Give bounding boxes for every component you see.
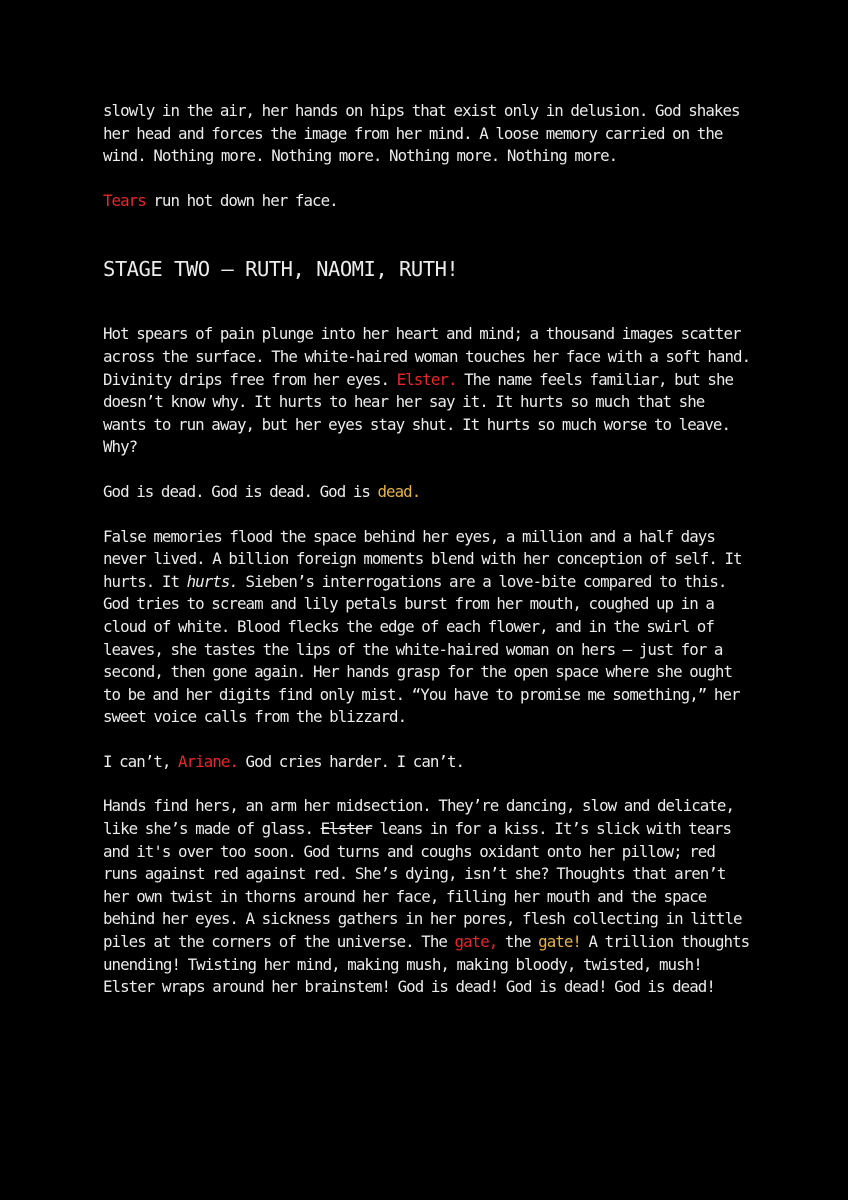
highlight-elster: Elster. <box>396 369 457 389</box>
paragraph-false-memories-text-1: False memories flood the space behind her eyes, a million and a half days never lived. A billion foreign moments blend with her conception of self. It hurts. It <box>103 526 742 591</box>
paragraph-tears <box>103 190 751 213</box>
paragraph-god-is-dead <box>103 481 751 504</box>
paragraph-tears-text: run hot down her face. <box>145 190 338 210</box>
paragraph-hands-text-3: the <box>497 932 539 952</box>
paragraph-delusion-text: slowly in the air, her hands on hips that exist only in delusion. God shakes her head and forces the image from her mind. A loose memory carried on the wind. Nothing more. Nothing more. Nothing more. Nothing more. <box>103 101 740 166</box>
paragraph-spears-text-1: Hot spears of pain plunge into her heart and mind; a thousand images scatter across the surface. The white-haired woman touches her face with a soft hand. Divinity drips free from her eyes. <box>103 324 751 389</box>
paragraph-i-cant <box>103 751 751 774</box>
section-heading: STAGE TWO — RUTH, NAOMI, RUTH! <box>103 257 459 282</box>
highlight-dead: dead. <box>377 481 421 501</box>
paragraph-hands-text-4: A trillion thoughts unending! Twisting her mind, making mush, making bloody, twisted, mush! Elster wraps around her brainstem! God is dead! God is dead! God is dead! <box>103 932 750 997</box>
document-page <box>103 100 751 1021</box>
paragraph-spears-text-2: The name feels familiar, but she doesn’t know why. It hurts to hear her say it. It hurts so much that she wants to run away, but her eyes stay shut. It hurts so much worse to leave. Why? <box>103 369 734 457</box>
paragraph-hands-text-1: Hands find hers, an arm her midsection. They’re dancing, slow and delicate, like she’s made of glass. <box>103 796 735 839</box>
strikethrough-elster: Elster <box>320 819 372 839</box>
paragraph-delusion <box>103 100 751 168</box>
emphasis-hurts: hurts. <box>186 571 238 591</box>
paragraph-hands-text-2: leans in for a kiss. It’s slick with tears and it's over too soon. God turns and coughs oxidant onto her pillow; red runs against red against red. She’s dying, isn’t she? Thoughts that aren’t her own twist in thorns around her face, filling her mouth and the space behind her eyes. A sickness gathers in her pores, flesh collecting in little piles at the corners of the universe. The <box>103 819 742 952</box>
paragraph-false-memories-text-2: Sieben’s interrogations are a love-bite compared to this. God tries to scream and lily petals burst from her mouth, coughed up in a cloud of white. Blood flecks the edge of each flower, and in the swirl of leaves, she tastes the lips of the white-haired woman on hers — just for a second, then gone again. Her hands grasp for the open space where she ought to be and her digits find only mist. “You have to promise me something,” her sweet voice calls from the blizzard. <box>103 571 740 727</box>
highlight-ariane: Ariane. <box>178 751 238 771</box>
highlight-gate-2: gate! <box>538 932 581 952</box>
paragraph-i-cant-text-1: I can’t, <box>103 751 179 771</box>
highlight-gate-1: gate, <box>454 932 498 952</box>
paragraph-false-memories <box>103 526 751 729</box>
paragraph-god-is-dead-text: God is dead. God is dead. God is <box>103 481 378 501</box>
paragraph-i-cant-text-2: God cries harder. I can’t. <box>237 751 465 771</box>
paragraph-spears <box>103 323 751 459</box>
paragraph-hands <box>103 795 751 998</box>
highlight-tears: Tears <box>103 190 146 210</box>
